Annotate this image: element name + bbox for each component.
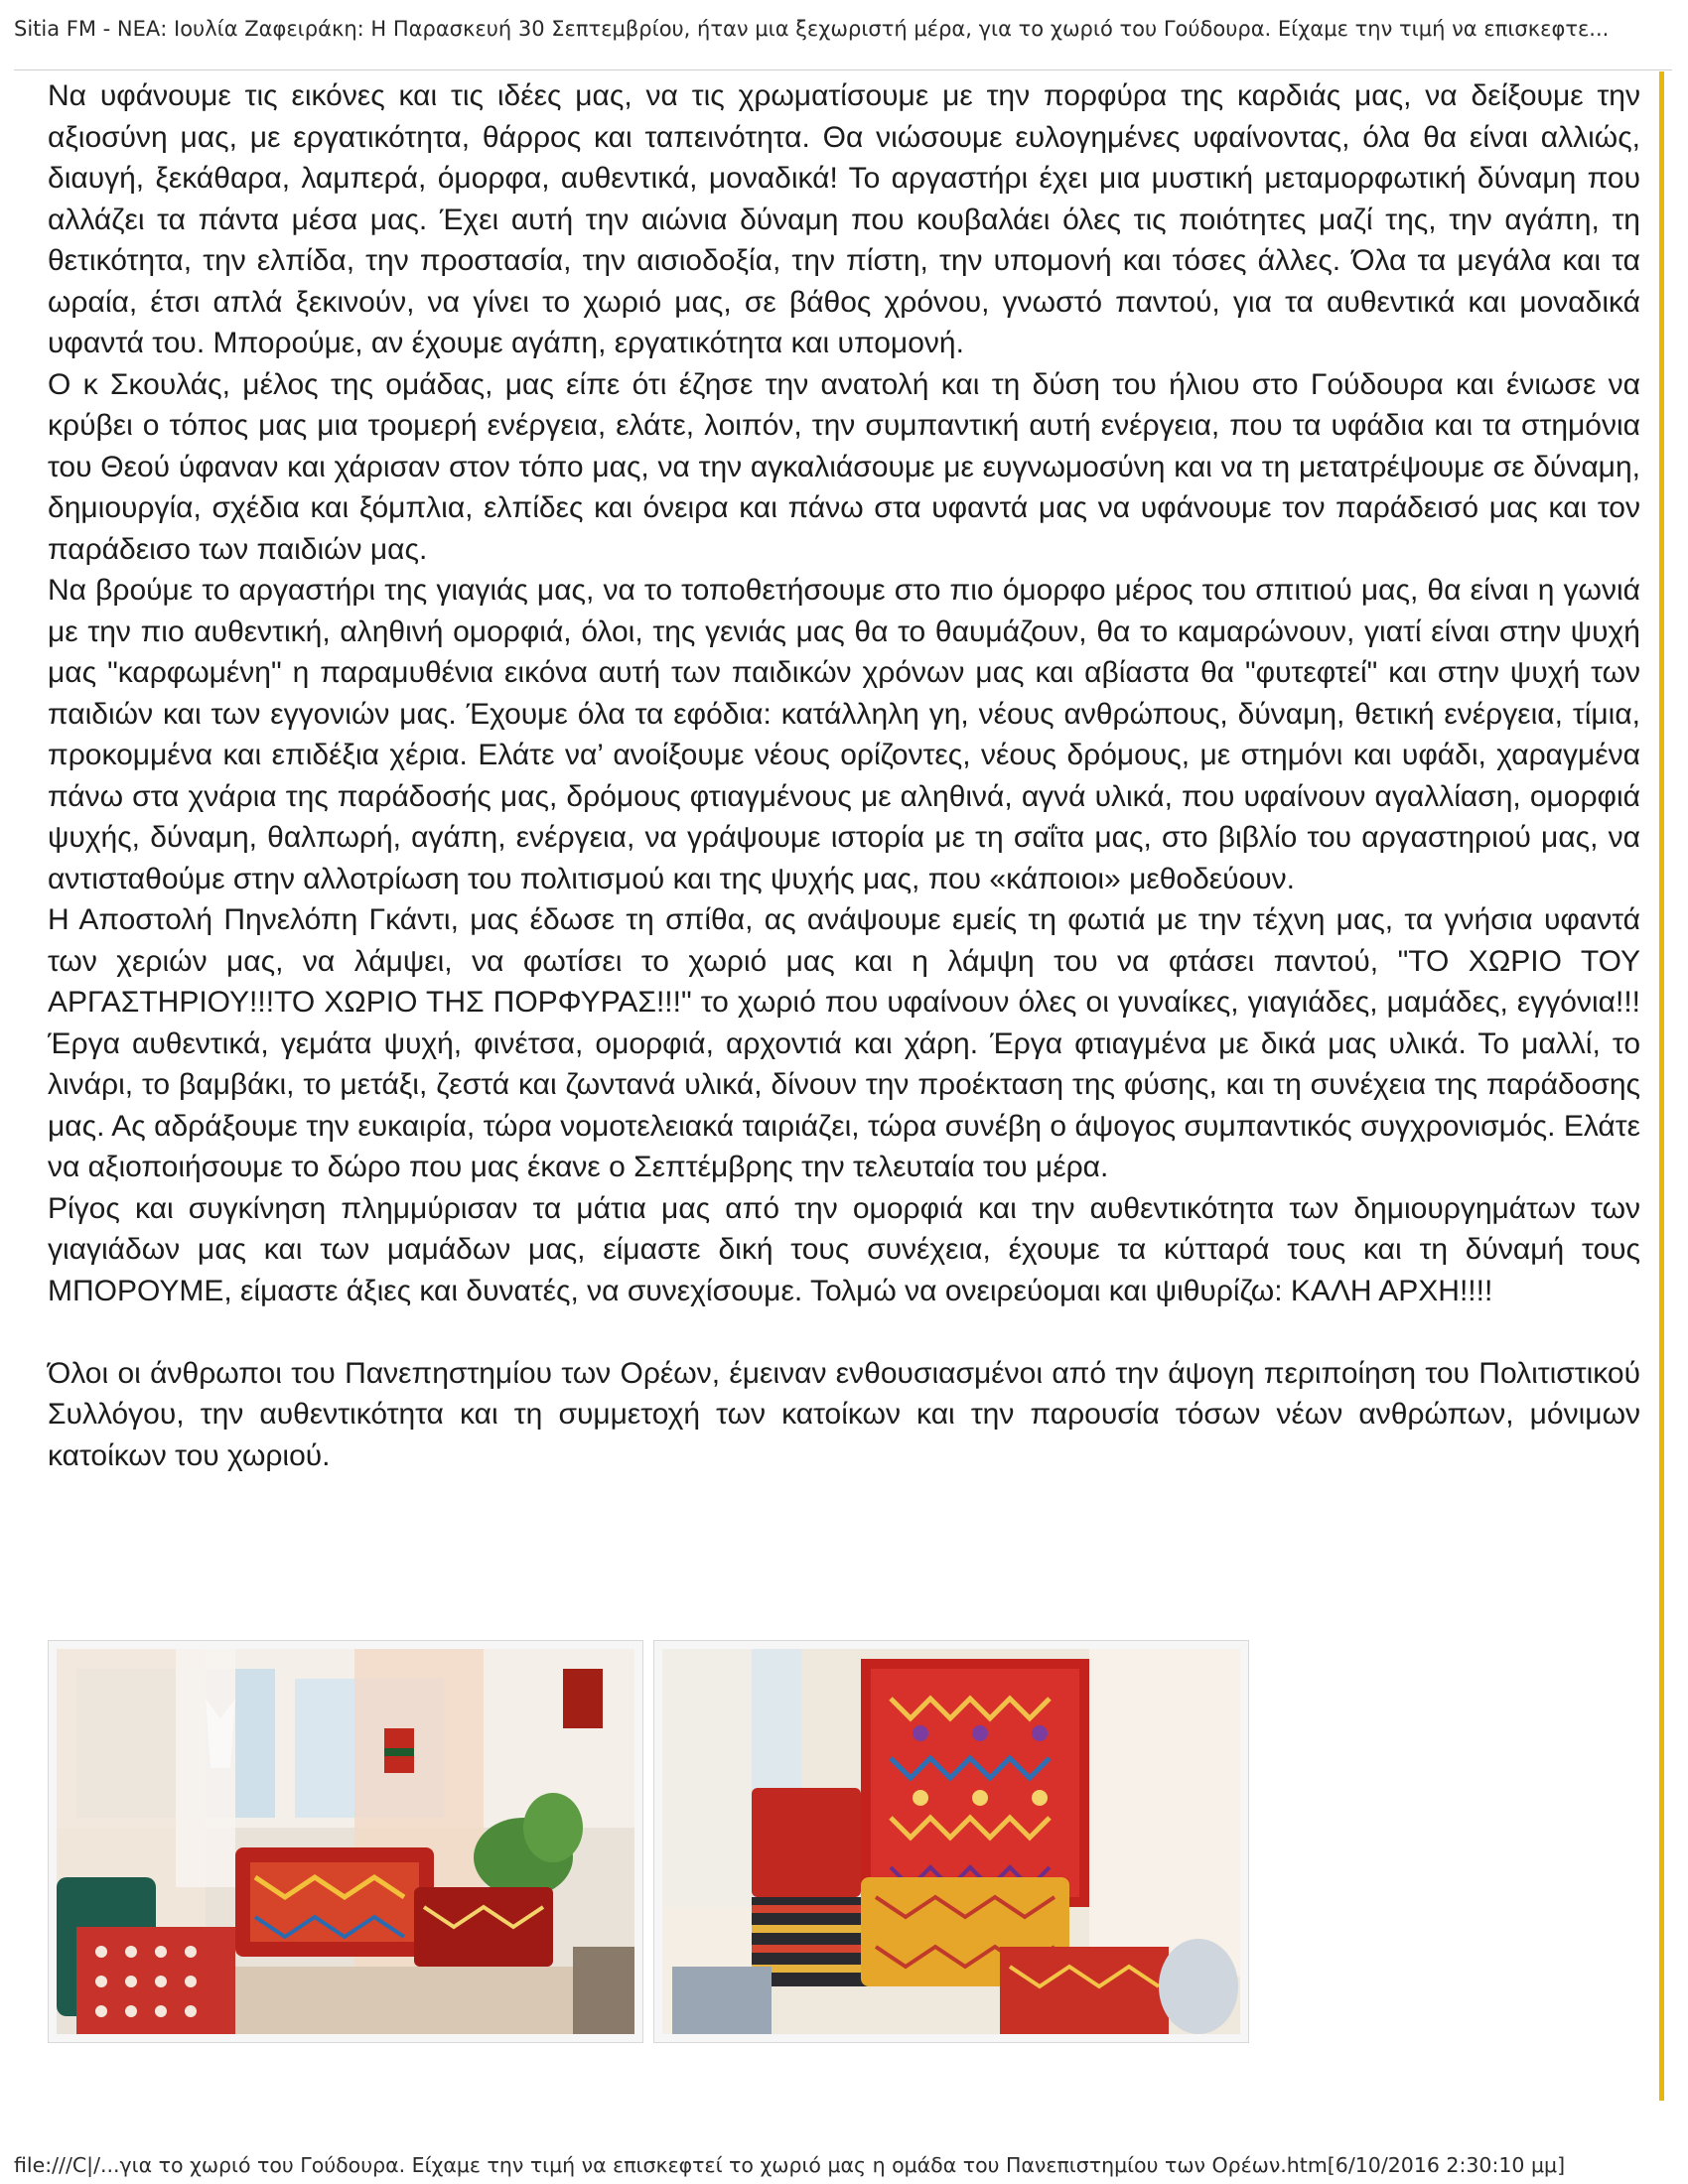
article-paragraph: Η Αποστολή Πηνελόπη Γκάντι, μας έδωσε τη σπίθα, ας ανάψουμε εμείς τη φωτιά με την τέχνη μας, τα γνήσια υφαντά των χεριών μας, να λάμψει, να φωτίσει το χωριό μας και η λάμψη του να φτάσει παντού, "ΤΟ ΧΩΡΙΟ ΤΟΥ ΑΡΓΑΣΤΗΡΙΟΥ!!!ΤΟ ΧΩΡΙΟ ΤΗΣ ΠΟΡΦΥΡΑΣ!!!" το χωριό που υφαίνουν όλες οι γυναίκες, γιαγιάδες, μαμάδες, εγγόνια!!!Έργα αυθεντικά, γεμάτα ψυχή, φινέτσα, ομορφιά, αρχοντιά και χάρη. Έργα φτιαγμένα με δικά μας υλικά. Το μαλλί, το λινάρι, το βαμβάκι, το μετάξι, ζεστά και ζωντανά υλικά, δίνουν την προέκταση της φύσης, και τη συνέχεια της παράδοσης μας. Ας αδράξουμε την ευκαιρία, τώρα νομοτελειακά ταιριάζει, τώρα συνέβη ο άψογος συμπαντικός συγχρονισμός. Ελάτε να αξιοποιήσουμε το δώρο που μας έκανε ο Σεπτέμβρης την τελευταία του μέρα. [48, 903, 1640, 1183]
article-body [48, 75, 1640, 1476]
paragraph-spacer [48, 1311, 1640, 1353]
photo-gallery [48, 1640, 1254, 2045]
header-divider [14, 69, 1672, 70]
print-footer-path: file:///C|/...για το χωριό του Γούδουρα. Είχαμε την τιμή να επισκεφτεί το χωριό μας η ομάδα του Πανεπιστημίου των Ορέων.htm[6/10/2016 2:30:10 μμ] [14, 2153, 1566, 2177]
photo-frame[interactable] [653, 1640, 1249, 2043]
article-paragraph: Ο κ Σκουλάς, μέλος της ομάδας, μας είπε ότι έζησε την ανατολή και τη δύση του ήλιου στο Γούδουρα και ένιωσε να κρύβει ο τόπος μας μια τρομερή ενέργεια, ελάτε, λοιπόν, την συμπαντική αυτή ενέργεια, που τα υφάδια και τα στημόνια του Θεού ύφαναν και χάρισαν στον τόπο μας, να την αγκαλιάσουμε με ευγνωμοσύνη και να τη μετατρέψουμε σε δύναμη, δημιουργία, σχέδια και ξόμπλια, ελπίδες και όνειρα και πάνω στα υφαντά μας να υφάνουμε τον παράδεισό μας και τον παράδεισο των παιδιών μας. [48, 367, 1640, 566]
woven-carpet-photo [662, 1649, 1240, 2034]
workshop-room-photo [57, 1649, 634, 2034]
article-paragraph: Να βρούμε το αργαστήρι της γιαγιάς μας, να το τοποθετήσουμε στο πιο όμορφο μέρος του σπιτιού μας, θα είναι η γωνιά με την πιο αυθεντική, αληθινή ομορφιά, όλοι, της γενιάς μας θα το θαυμάζουν, θα το καμαρώνουν, γιατί είναι στην ψυχή μας "καρφωμένη" η παραμυθένια εικόνα αυτή των παιδικών χρόνων μας και αβίαστα θα "φυτεφτεί" και στην ψυχή των παιδιών και των εγγονιών μας. Έχουμε όλα τα εφόδια: κατάλληλη γη, νέους ανθρώπους, δύναμη, θετική ενέργεια, τίμια, προκομμένα και επιδέξια χέρια. Ελάτε να’ ανοίξουμε νέους ορίζοντες, νέους δρόμους, με στημόνι και υφάδι, χαραγμένα πάνω στα χνάρια της παράδοσής μας, δρόμους φτιαγμένους με αληθινά, αγνά υλικά, που υφαίνουν αγαλλίαση, ομορφιά ψυχής, δύναμη, θαλπωρή, αγάπη, ενέργεια, να γράψουμε ιστορία με τη σαΐτα μας, στο βιβλίο του αργαστηριού μας, να αντισταθούμε στην αλλοτρίωση του πολιτισμού και της ψυχής μας, που «κάποιοι» μεθοδεύουν. [48, 574, 1640, 895]
photo-frame[interactable] [48, 1640, 643, 2043]
print-header-title: Sitia FM - ΝΕΑ: Ιουλία Ζαφειράκη: Η Παρασκευή 30 Σεπτεμβρίου, ήταν μια ξεχωριστή μέρα, για το χωριό του Γούδουρα. Είχαμε την τιμή να επισκεφτε... [14, 17, 1610, 41]
article-paragraph: Όλοι οι άνθρωποι του Πανεπηστημίου των Ορέων, έμειναν ενθουσιασμένοι από την άψογη περιποίηση του Πολιτιστικού Συλλόγου, την αυθεντικότητα και τη συμμετοχή των κατοίκων και την παρουσία τόσων νέων ανθρώπων, μόνιμων κατοίκων του χωριού. [48, 1356, 1640, 1472]
article-paragraph: Ρίγος και συγκίνηση πλημμύρισαν τα μάτια μας από την ομορφιά και την αυθεντικότητα των δημιουργημάτων των γιαγιάδων μας και των μαμάδων μας, είμαστε δική τους συνέχεια, έχουμε τα κύτταρά τους και τη δύναμή τους ΜΠΟΡΟΥΜΕ, είμαστε άξιες και δυνατές, να συνεχίσουμε. Τολμώ να ονειρεύομαι και ψιθυρίζω: ΚΑΛΗ ΑΡΧΗ!!!! [48, 1191, 1640, 1307]
article-accent-rule [1659, 71, 1664, 2101]
article-paragraph: Να υφάνουμε τις εικόνες και τις ιδέες μας, να τις χρωματίσουμε με την πορφύρα της καρδιάς μας, να δείξουμε την αξιοσύνη μας, με εργατικότητα, θάρρος και ταπεινότητα. Θα νιώσουμε ευλογημένες υφαίνοντας, όλα θα είναι αλλιώς, διαυγή, ξεκάθαρα, λαμπερά, όμορφα, αυθεντικά, μοναδικά! Το αργαστήρι έχει μια μυστική μεταμορφωτική δύναμη που αλλάζει τα πάντα μέσα μας. Έχει αυτή την αιώνια δύναμη που κουβαλάει όλες τις ποιότητες μαζί της, την αγάπη, τη θετικότητα, την ελπίδα, την προστασία, την αισιοδοξία, την πίστη, την υπομονή και τόσες άλλες. Όλα τα μεγάλα και τα ωραία, έτσι απλά ξεκινούν, να γίνει το χωριό μας, σε βάθος χρόνου, γνωστό παντού, για τα αυθεντικά και μοναδικά υφαντά του. Μπορούμε, αν έχουμε αγάπη, εργατικότητα και υπομονή. [48, 79, 1640, 359]
